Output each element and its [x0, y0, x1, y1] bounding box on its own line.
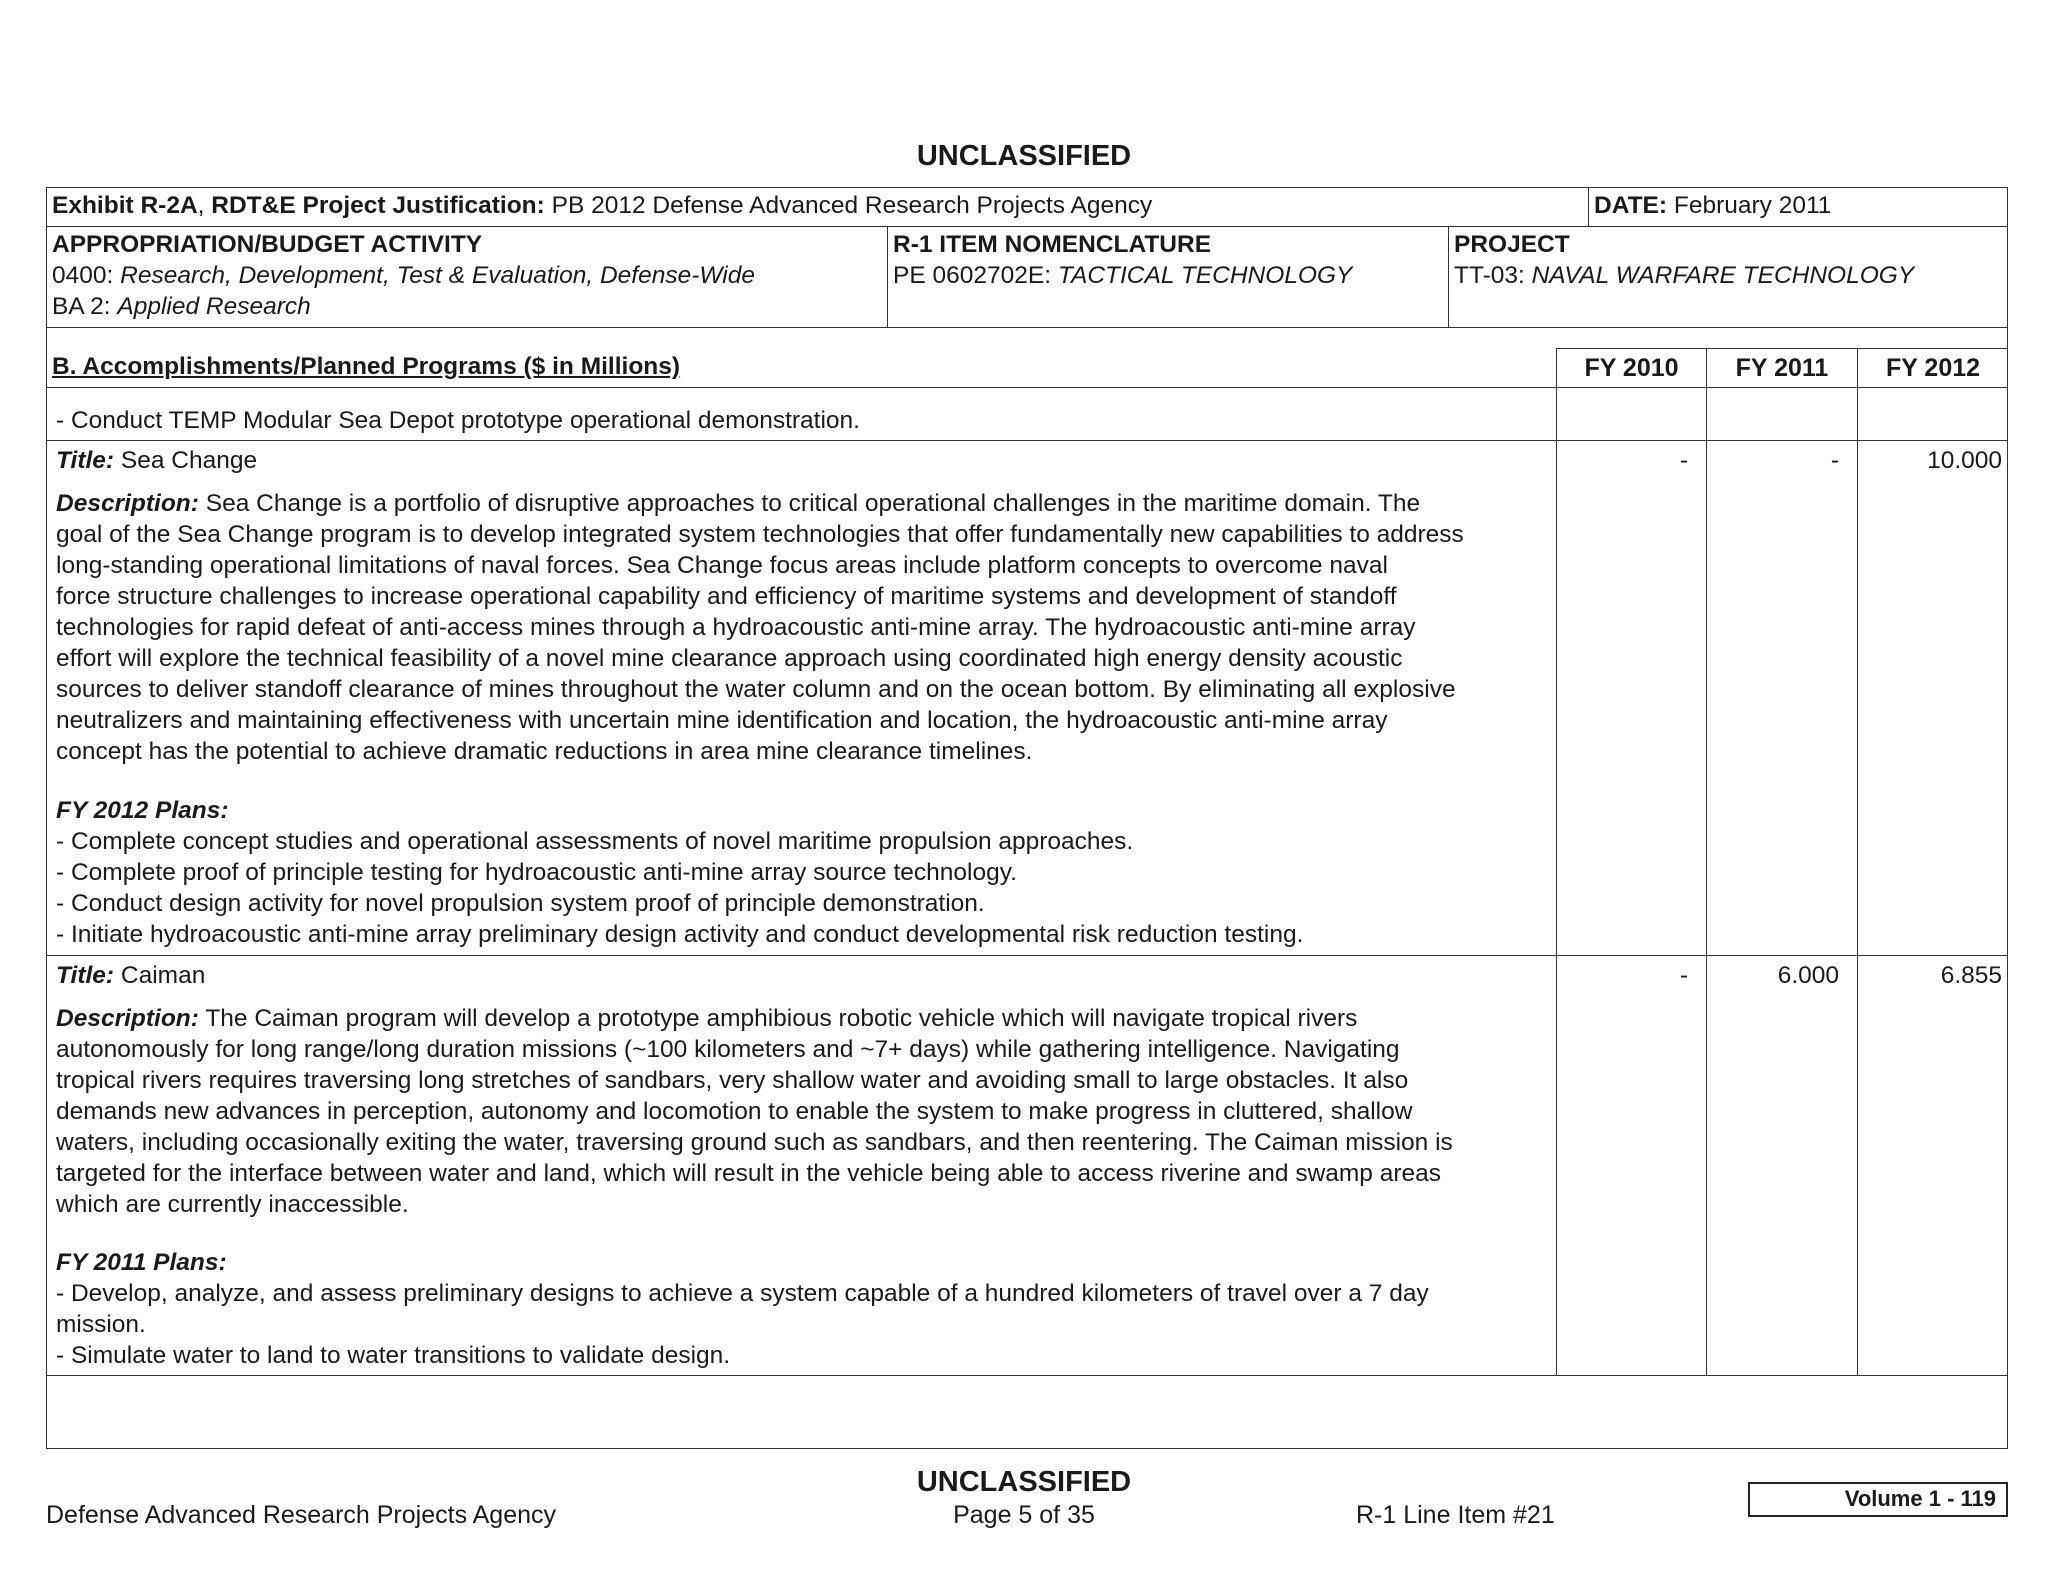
title-label: Title:: [56, 962, 115, 989]
plan-item: - Initiate hydroacoustic anti-mine array preliminary design activity and conduct developmental risk reduction testing.: [56, 921, 1304, 948]
section-title: B. Accomplishments/Planned Programs ($ in Millions): [52, 353, 681, 380]
project-name: NAVAL WARFARE TECHNOLOGY: [1531, 262, 1915, 289]
description-line: sources to deliver standoff clearance of mines throughout the water column and on the ocean bottom. By eliminating all explosive: [56, 676, 1456, 703]
description-line: neutralizers and maintaining effectiveness with uncertain mine identification and location, the hydroacoustic anti-mine array: [56, 707, 1388, 734]
value-fy2011: 6.000: [1777, 962, 1839, 989]
rule: [46, 1375, 2008, 1376]
description-line: waters, including occasionally exiting the water, traversing ground such as sandbars, and then reentering. The Caiman mission is: [56, 1129, 1453, 1156]
description-line: concept has the potential to achieve dramatic reductions in area mine clearance timelines.: [56, 738, 1033, 765]
rule: [1448, 226, 1449, 327]
r1-item-line: [893, 260, 1352, 291]
budget-activity-line: [52, 291, 311, 322]
plan-item: - Complete concept studies and operational assessments of novel maritime propulsion approaches.: [56, 828, 1134, 855]
rule: [46, 955, 2008, 956]
description-line: [56, 488, 1464, 519]
description-line: goal of the Sea Change program is to develop integrated system technologies that offer fundamentally new capabilities to address: [56, 521, 1464, 548]
value-fy2012: 10.000: [1927, 447, 2002, 474]
description-line: force structure challenges to increase operational capability and efficiency of maritime systems and development of standoff: [56, 583, 1397, 610]
classification-top: UNCLASSIFIED: [916, 140, 1132, 172]
r1-item-label: R-1 ITEM NOMENCLATURE: [893, 231, 1212, 258]
title-value: Caiman: [120, 962, 206, 989]
program-description: [56, 488, 1464, 767]
column-header-fy2010: FY 2010: [1584, 354, 1679, 382]
rule: [1706, 348, 1707, 1375]
description-line: effort will explore the technical feasibility of a novel mine clearance approach using coordinated high energy density acoustic: [56, 645, 1403, 672]
appropriation-line-1: [52, 260, 755, 291]
program-title: [56, 445, 257, 476]
program-plans: [56, 795, 1303, 950]
description-line: autonomously for long range/long duration missions (~100 kilometers and ~7+ days) while gathering intelligence. Navigating: [56, 1036, 1400, 1063]
program-plans: [56, 1247, 1429, 1371]
footer-page-number: Page 5 of 35: [953, 1501, 1095, 1529]
rule: [46, 226, 2008, 227]
value-fy2010: -: [1679, 962, 1688, 989]
rule: [46, 327, 2008, 328]
value-fy2012: 6.855: [1940, 962, 2002, 989]
carryover-line: - Conduct TEMP Modular Sea Depot prototype operational demonstration.: [56, 407, 860, 434]
rule: [887, 226, 888, 327]
project-justification-label: RDT&E Project Justification:: [211, 192, 545, 219]
description-line: long-standing operational limitations of naval forces. Sea Change focus areas include platform concepts to overcome naval: [56, 552, 1388, 579]
appropriation-code: 0400:: [52, 262, 114, 289]
description-line: [56, 1003, 1453, 1034]
classification-bottom: UNCLASSIFIED: [916, 1466, 1132, 1498]
description-label: Description:: [56, 490, 199, 517]
appropriation-label: APPROPRIATION/BUDGET ACTIVITY: [52, 231, 483, 258]
budget-activity-code: BA 2:: [52, 293, 111, 320]
description-line: technologies for rapid defeat of anti-access mines through a hydroacoustic anti-mine array. The hydroacoustic anti-mine array: [56, 614, 1416, 641]
separator: ,: [197, 192, 205, 219]
plan-item: - Develop, analyze, and assess preliminary designs to achieve a system capable of a hundred kilometers of travel over a 7 day: [56, 1280, 1429, 1307]
rule: [1556, 348, 2008, 349]
date-field: [1594, 190, 1831, 221]
appropriation-text: Research, Development, Test & Evaluation, Defense-Wide: [120, 262, 755, 289]
title-label: Title:: [56, 447, 115, 474]
project-justification-value: PB 2012 Defense Advanced Research Projects Agency: [551, 192, 1153, 219]
description-line: tropical rivers requires traversing long stretches of sandbars, very shallow water and avoiding small to large obstacles. It also: [56, 1067, 1409, 1094]
plans-label: FY 2012 Plans:: [56, 797, 229, 824]
rule: [1556, 348, 1557, 1375]
exhibit-label: Exhibit R-2A: [52, 192, 198, 219]
volume-box: Volume 1 - 119: [1748, 1482, 2008, 1517]
rule: [46, 387, 2008, 388]
description-text: Sea Change is a portfolio of disruptive approaches to critical operational challenges in the maritime domain. The: [205, 490, 1421, 517]
rule: [1588, 187, 1589, 226]
r1-item-name: TACTICAL TECHNOLOGY: [1057, 262, 1353, 289]
plans-label: FY 2011 Plans:: [56, 1249, 227, 1276]
plan-item: mission.: [56, 1311, 146, 1338]
description-line: targeted for the interface between water and land, which will result in the vehicle being able to access riverine and swamp areas: [56, 1160, 1442, 1187]
description-text: The Caiman program will develop a prototype amphibious robotic vehicle which will navigate tropical rivers: [205, 1005, 1358, 1032]
exhibit-header: [52, 190, 1152, 221]
description-line: which are currently inaccessible.: [56, 1191, 409, 1218]
value-fy2011: -: [1830, 447, 1839, 474]
date-label: DATE:: [1594, 192, 1668, 219]
value-fy2010: -: [1679, 447, 1688, 474]
program-title: [56, 960, 205, 991]
plan-item: - Complete proof of principle testing for hydroacoustic anti-mine array source technology.: [56, 859, 1017, 886]
plan-item: - Simulate water to land to water transitions to validate design.: [56, 1342, 731, 1369]
description-label: Description:: [56, 1005, 199, 1032]
column-header-fy2011: FY 2011: [1735, 354, 1829, 382]
plan-item: - Conduct design activity for novel propulsion system proof of principle demonstration.: [56, 890, 985, 917]
project-code: TT-03:: [1454, 262, 1525, 289]
project-label: PROJECT: [1454, 231, 1570, 258]
date-value: February 2011: [1673, 192, 1832, 219]
footer-agency: Defense Advanced Research Projects Agency: [46, 1501, 557, 1529]
budget-activity-text: Applied Research: [117, 293, 311, 320]
program-description: [56, 1003, 1453, 1220]
column-header-fy2012: FY 2012: [1885, 354, 1981, 382]
rule: [46, 440, 2008, 441]
footer-line-item: R-1 Line Item #21: [1356, 1501, 1555, 1529]
description-line: demands new advances in perception, autonomy and locomotion to enable the system to make progress in cluttered, shallow: [56, 1098, 1413, 1125]
rule: [1857, 348, 1858, 1375]
project-line: [1454, 260, 1914, 291]
r1-item-code: PE 0602702E:: [893, 262, 1052, 289]
title-value: Sea Change: [120, 447, 258, 474]
